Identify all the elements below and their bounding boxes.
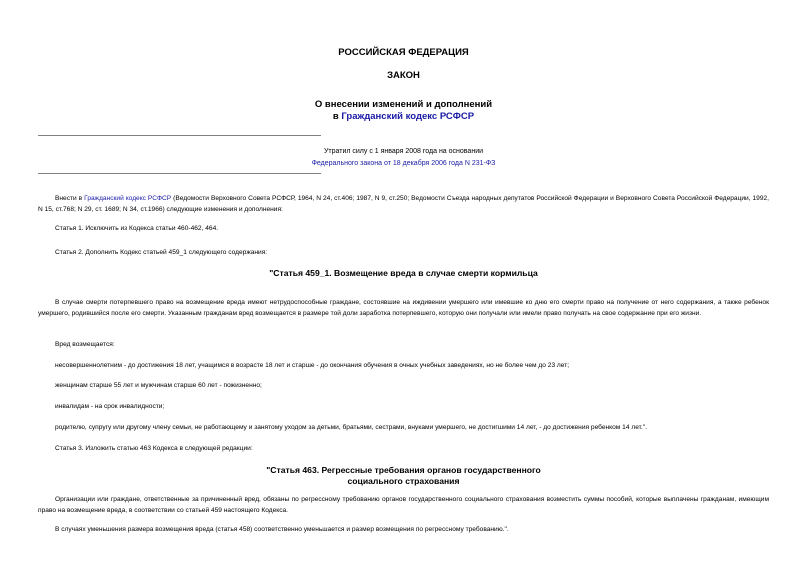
list-item: несовершеннолетним - до достижения 18 лет, учащимся в возрасте 18 лет и старше - до окончания обучения в очных учебных заведениях, но не более чем до 23 лет; (55, 362, 570, 369)
repeal-law-link[interactable]: Федерального закона от 18 декабря 2006 года N 231-ФЗ (311, 160, 496, 167)
divider-top (38, 135, 321, 136)
intro-civil-code-link[interactable]: Гражданский кодекс РСФСР (84, 195, 172, 202)
harm-intro-text: Вред возмещается: (55, 341, 115, 348)
repeal-status-text: Утратил силу с 1 января 2008 года на основании (323, 148, 484, 155)
divider-bottom (38, 173, 321, 174)
list-item: родителю, супругу или другому члену семьи, не работающему и занятому уходом за детьми, братьями, сестрами, внуками умершего, не достигшими 14 лет, - до достижения ребенком 14 лет.". (55, 424, 647, 431)
article-459-1-paragraph: В случае смерти потерпевшего право на возмещение вреда имеют нетрудоспособные граждане, состоявшие на иждивении умершего или имевшие ко дню его смерти право на получение от него содержания, а также ребенок умершего, родившийся после его смерти. Указанным гражданам вред возмещается в размере той доли заработка потерпевшего, которую они получали или имели право получать на свое содержание при его жизни. (38, 299, 769, 317)
article-1-text: Статья 1. Исключить из Кодекса статьи 460-462, 464. (55, 225, 219, 232)
law-title-line2 (0, 111, 807, 122)
article-3-text: Статья 3. Изложить статью 463 Кодекса в следующей редакции: (55, 445, 253, 452)
country-heading: РОССИЙСКАЯ ФЕДЕРАЦИЯ (338, 47, 469, 58)
law-title-prefix: в (332, 111, 342, 122)
article-459-1-title: "Статья 459_1. Возмещение вреда в случае смерти кормильца (269, 268, 538, 278)
article-463-paragraph-2: В случаях уменьшения размера возмещения вреда (статья 458) соответственно уменьшается и размер возмещения по регрессному требованию.". (55, 526, 509, 533)
document-type-heading: ЗАКОН (387, 70, 420, 81)
article-2-text: Статья 2. Дополнить Кодекс статьей 459_1 следующего содержания: (55, 249, 268, 256)
intro-paragraph (38, 194, 769, 215)
article-463-title-line1: "Статья 463. Регрессные требования органов государственного (266, 465, 541, 475)
intro-prefix: Внести в (55, 195, 85, 202)
article-463-title-line2: социального страхования (347, 476, 460, 486)
civil-code-title-link[interactable]: Гражданский кодекс РСФСР (341, 111, 475, 122)
law-title-line1: О внесении изменений и дополнений (314, 99, 493, 110)
list-item: женщинам старше 55 лет и мужчинам старше 60 лет - пожизненно; (55, 382, 262, 389)
intro-rest: (Ведомости Верховного Совета РСФСР, 1964, N 24, ст.406; 1987, N 9, ст.250; Ведомости Съезда народных депутатов Российской Федерации и Верховного Совета Российской Федерации, 1992, N 15, ст.768; N 29, ст. 1689; N 34, ст.1966) следующие изменения и дополнения: (38, 195, 770, 213)
list-item: инвалидам - на срок инвалидности; (55, 403, 165, 410)
article-463-paragraph-1: Организации или граждане, ответственные за причиненный вред, обязаны по регрессному требованию органов государственного социального страхования возместить суммы пособий, которые выплачены гражданам, имеющим право на возмещение вреда, в соответствии со статьей 459 настоящего Кодекса. (38, 496, 769, 514)
